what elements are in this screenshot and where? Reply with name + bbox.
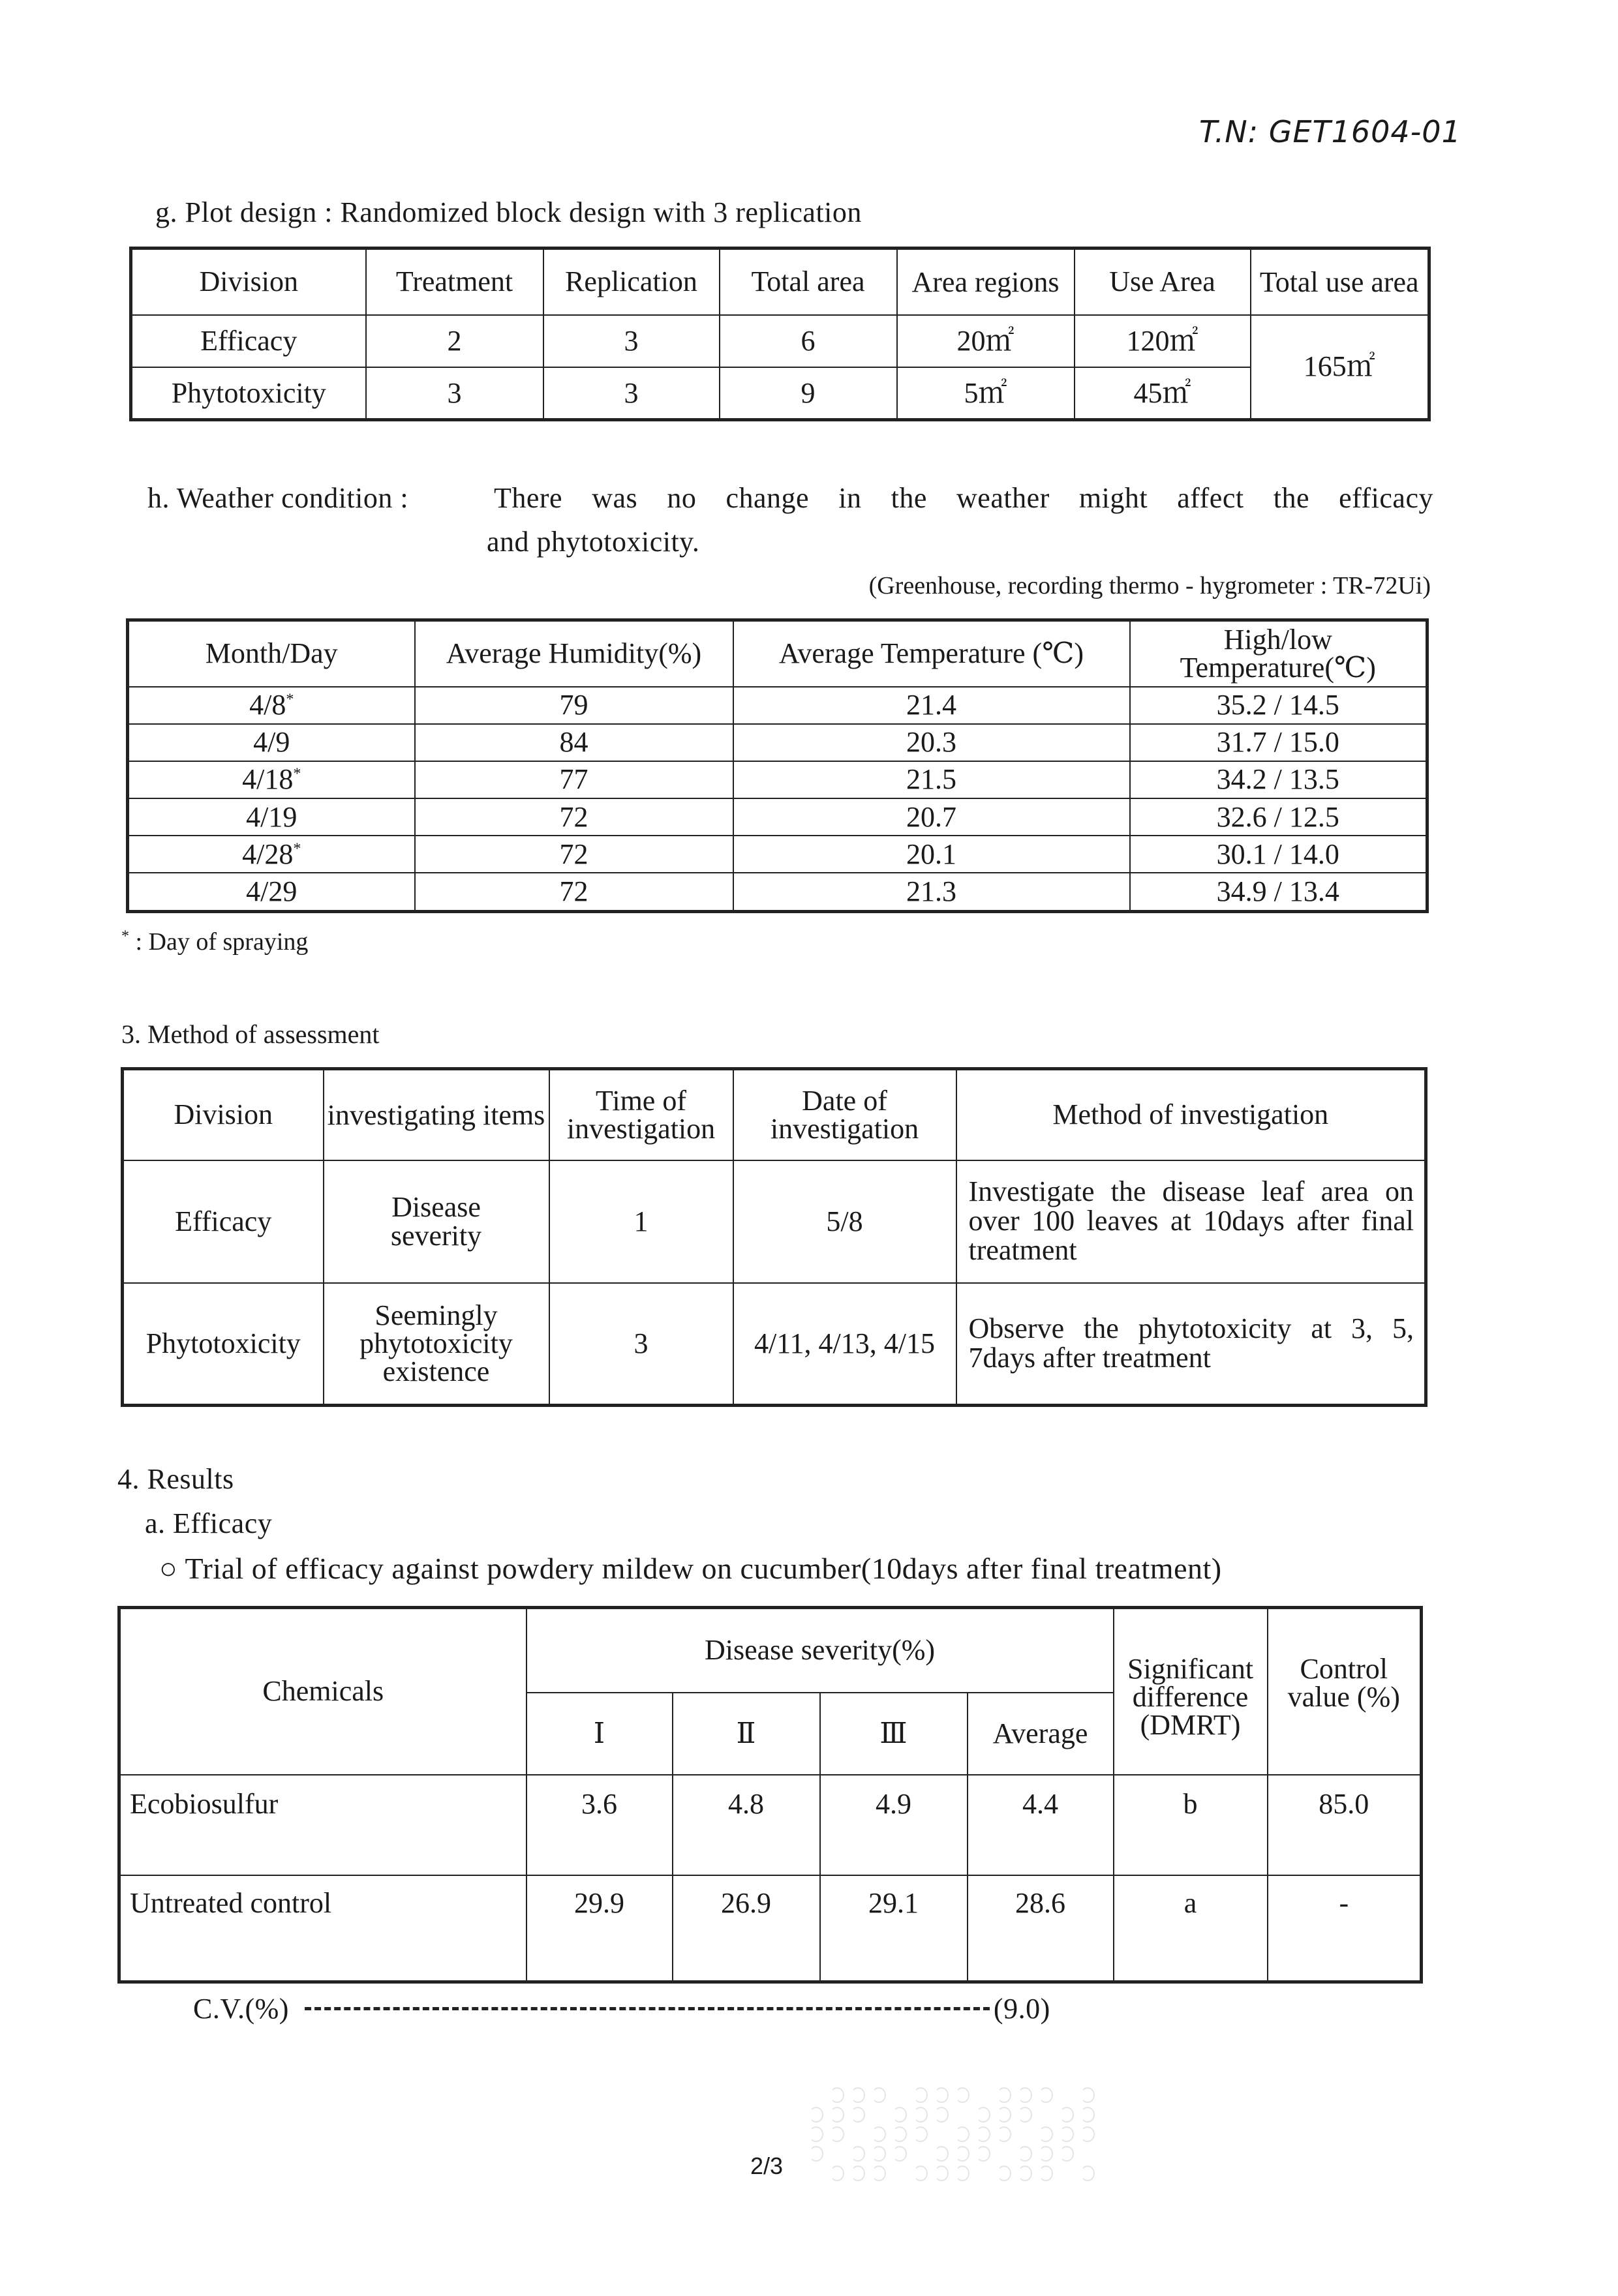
cell-item: Disease severity [324,1160,549,1283]
seal-dot [1039,2146,1053,2162]
spray-marker: * [293,840,301,858]
col-average: Average [968,1693,1114,1775]
seal-dot [1080,2126,1095,2142]
leader-dashes [305,2007,990,2010]
cell-dmrt: b [1114,1775,1268,1875]
seal-dot [1039,2166,1053,2181]
embossed-seal [809,2087,1122,2185]
weather-table [126,618,1429,913]
weather-heading-text: There was no change in the weather might affect the efficacy [494,482,1433,514]
col-investigating-items: investigating items [324,1069,549,1160]
cell-date [128,687,415,724]
seal-dot [913,2107,928,2122]
seal-dot [830,2166,844,2181]
cell-times: 1 [549,1160,733,1283]
col-disease-severity: Disease severity(%) [527,1608,1114,1693]
cell-humidity: 72 [415,836,733,873]
seal-dot [997,2107,1011,2122]
col-method-of-investigation: Method of investigation [956,1069,1426,1160]
col-rep-3: Ⅲ [820,1693,968,1775]
seal-dot [1018,2146,1032,2162]
seal-dot [955,2166,969,2181]
seal-dot [872,2087,886,2103]
test-number: T.N: GET1604-01 [1199,114,1461,149]
col-division: Division [131,249,366,315]
seal-dot [1018,2107,1032,2122]
seal-dot [851,2146,865,2162]
cell-dates: 5/8 [733,1160,956,1283]
cell-humidity: 84 [415,724,733,761]
seal-dot [872,2146,886,2162]
seal-dot [934,2107,949,2122]
cell-date [128,761,415,798]
seal-dot [830,2107,844,2122]
col-high-low-temperature: High/low Temperature(℃) [1130,620,1427,687]
table-row [123,1160,1426,1283]
cell-avg-temp: 20.7 [733,798,1130,836]
seal-dot [851,2166,865,2181]
cell-area-regions: 20㎡ [897,315,1075,367]
weather-heading-text-continued: and phytotoxicity. [487,526,700,558]
table-row [131,367,1429,419]
cell-average: 28.6 [968,1875,1114,1982]
cell-division: Phytotoxicity [123,1283,324,1406]
cell-rep-3: 4.9 [820,1775,968,1875]
assessment-heading: 3. Method of assessment [121,1020,380,1049]
col-month-day: Month/Day [128,620,415,687]
plot-design-heading: g. Plot design : Randomized block design with 3 replication [155,196,862,228]
cell-treatment: 3 [366,367,543,419]
cell-chemical: Ecobiosulfur [119,1775,527,1875]
page-number: 2/3 [750,2152,784,2179]
seal-dot [893,2126,907,2142]
assessment-table [121,1067,1427,1407]
col-avg-temperature: Average Temperature (℃) [733,620,1130,687]
col-control-value: Control value (%) [1268,1608,1422,1775]
cell-replication: 3 [543,315,720,367]
seal-dot [976,2107,990,2122]
seal-dot [934,2166,949,2181]
cell-high-low: 35.2 / 14.5 [1130,687,1427,724]
cell-avg-temp: 20.3 [733,724,1130,761]
results-subheading: a. Efficacy [145,1507,273,1539]
cell-date [128,798,415,836]
seal-dot [955,2126,969,2142]
col-date-of-investigation: Date of investigation [733,1069,956,1160]
cell-rep-1: 29.9 [527,1875,673,1982]
seal-dot [809,2146,823,2162]
seal-dot [913,2166,928,2181]
seal-dot [1018,2087,1032,2103]
weather-heading-label: h. Weather condition : [147,482,409,514]
cell-avg-temp: 21.4 [733,687,1130,724]
seal-dot [1039,2126,1053,2142]
table-row [123,1283,1426,1406]
cell-division: Efficacy [123,1160,324,1283]
col-time-of-investigation: Time of investigation [549,1069,733,1160]
cell-method: Investigate the disease leaf area on over 100 leaves at 10days after final treatment [956,1160,1426,1283]
seal-dot [1060,2126,1074,2142]
table-row [128,836,1427,873]
cell-method: Observe the phytotoxicity at 3, 5, 7days after treatment [956,1283,1426,1406]
cell-humidity: 79 [415,687,733,724]
table-row [119,1875,1422,1982]
trial-title: Trial of efficacy against powdery mildew on cucumber(10days after final treatment) [185,1552,1222,1585]
col-treatment: Treatment [366,249,543,315]
cell-times: 3 [549,1283,733,1406]
cell-control-value: 85.0 [1268,1775,1422,1875]
seal-dot [872,2126,886,2142]
cell-area-regions: 5㎡ [897,367,1075,419]
cell-avg-temp: 21.5 [733,761,1130,798]
cell-date [128,873,415,911]
col-division: Division [123,1069,324,1160]
cell-dmrt: a [1114,1875,1268,1982]
seal-dot [913,2087,928,2103]
footnote-mark: * [121,928,129,945]
cell-total-area: 6 [720,315,897,367]
seal-dot [934,2146,949,2162]
seal-dot [1080,2107,1095,2122]
plot-design-table [129,247,1431,421]
cell-high-low: 32.6 / 12.5 [1130,798,1427,836]
cell-avg-temp: 20.1 [733,836,1130,873]
cell-average: 4.4 [968,1775,1114,1875]
cell-total-use-area: 165㎡ [1251,315,1429,420]
cell-total-area: 9 [720,367,897,419]
cell-high-low: 34.2 / 13.5 [1130,761,1427,798]
table-row [128,761,1427,798]
table-row [131,315,1429,367]
cell-high-low: 30.1 / 14.0 [1130,836,1427,873]
seal-dot [976,2126,990,2142]
seal-dot [872,2166,886,2181]
cell-rep-2: 26.9 [673,1875,820,1982]
cell-control-value: - [1268,1875,1422,1982]
seal-dot [1060,2107,1074,2122]
cell-chemical: Untreated control [119,1875,527,1982]
cell-date [128,836,415,873]
seal-dot [1080,2087,1095,2103]
cell-rep-2: 4.8 [673,1775,820,1875]
seal-dot [830,2087,844,2103]
seal-dot [955,2146,969,2162]
cell-date [128,724,415,761]
date-text: 4/28 [242,838,294,870]
cell-high-low: 34.9 / 13.4 [1130,873,1427,911]
seal-dot [893,2146,907,2162]
col-total-area: Total area [720,249,897,315]
table-row [128,724,1427,761]
cell-humidity: 77 [415,761,733,798]
seal-dot [1039,2087,1053,2103]
seal-dot [997,2126,1011,2142]
seal-dot [851,2107,865,2122]
col-rep-2: Ⅱ [673,1693,820,1775]
seal-dot [1080,2166,1095,2181]
efficacy-results-table [117,1606,1423,1984]
cell-replication: 3 [543,367,720,419]
seal-dot [851,2087,865,2103]
cell-division: Phytotoxicity [131,367,366,419]
cell-dates: 4/11, 4/13, 4/15 [733,1283,956,1406]
date-text: 4/8 [249,689,286,721]
cell-use-area: 120㎡ [1075,315,1251,367]
cv-value: (9.0) [993,1993,1050,2025]
seal-dot [976,2146,990,2162]
circle-bullet-icon: ○ [159,1552,178,1585]
col-significant-difference: Significant difference (DMRT) [1114,1608,1268,1775]
seal-dot [934,2087,949,2103]
cell-division: Efficacy [131,315,366,367]
seal-dot [997,2087,1011,2103]
cell-use-area: 45㎡ [1075,367,1251,419]
date-text: 4/29 [246,875,298,908]
cell-item: Seemingly phytotoxicity existence [324,1283,549,1406]
table-row [128,687,1427,724]
cell-treatment: 2 [366,315,543,367]
seal-dot [1060,2146,1074,2162]
spray-marker: * [286,691,294,708]
col-chemicals: Chemicals [119,1608,527,1775]
cell-humidity: 72 [415,873,733,911]
seal-dot [893,2107,907,2122]
col-rep-1: Ⅰ [527,1693,673,1775]
col-use-area: Use Area [1075,249,1251,315]
cell-rep-3: 29.1 [820,1875,968,1982]
date-text: 4/9 [253,726,290,759]
seal-dot [809,2107,823,2122]
table-row [119,1775,1422,1875]
date-text: 4/19 [246,800,298,833]
seal-dot [809,2126,823,2142]
cell-avg-temp: 21.3 [733,873,1130,911]
col-replication: Replication [543,249,720,315]
date-text: 4/18 [242,763,294,796]
results-heading: 4. Results [117,1463,234,1495]
footnote-text: : Day of spraying [135,928,309,956]
seal-dot [955,2087,969,2103]
cv-line [193,1992,1050,2025]
table-row [128,798,1427,836]
weather-instrument-note: (Greenhouse, recording thermo - hygrometer : TR-72Ui) [868,572,1431,599]
seal-dot [830,2126,844,2142]
seal-dot [913,2126,928,2142]
footnote [121,928,308,956]
table-row [128,873,1427,911]
trial-title-line [159,1551,1222,1586]
col-total-use-area: Total use area [1251,249,1429,315]
spray-marker: * [293,765,301,783]
cv-label: C.V.(%) [193,1993,289,2025]
seal-dot [997,2166,1011,2181]
cell-humidity: 72 [415,798,733,836]
cell-rep-1: 3.6 [527,1775,673,1875]
seal-dot [1018,2166,1032,2181]
cell-high-low: 31.7 / 15.0 [1130,724,1427,761]
col-area-regions: Area regions [897,249,1075,315]
col-avg-humidity: Average Humidity(%) [415,620,733,687]
